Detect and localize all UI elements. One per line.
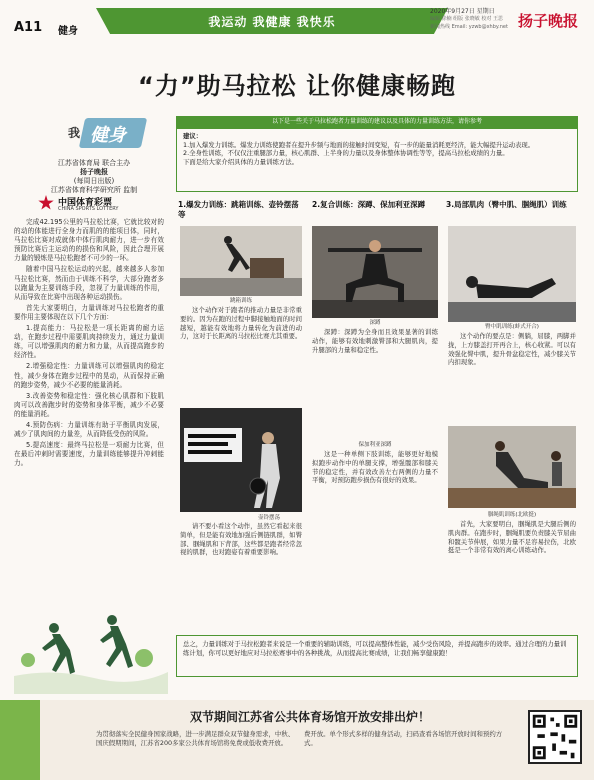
- summary-text: 总之，力量训练对于马拉松跑者来说是一个重要的辅助训练，可以提高整体性能，减少受伤风险，并提高跑步的效率。通过合理的力量训练计划，你可以更好地应对马拉松赛事中的各种挑战，从而提高比赛成绩，让我们畅享健康跑！: [183, 640, 567, 657]
- column-schedule: (每周日出版): [73, 177, 115, 185]
- exercise-paragraph: 这个动作的要点是：侧躺，屈膝，两脚并拢，上方膝盖打开再合上，核心收紧。可以有效强化臀中肌，提升骨盆稳定性，减少膝关节内扣现象。: [448, 332, 576, 367]
- badge-text-a: 我: [68, 126, 81, 140]
- article-paragraph: 3.改善姿势和稳定性：强化核心肌群和下肢肌肉可以改善跑步时的姿势和身体平衡，减少不必要的能量消耗。: [14, 391, 164, 418]
- exercise-paragraph: 这是一种单侧下肢训练，能够更好地模拟跑步动作中的单腿支撑，增强髋部和膝关节的稳定性，并有效改善左右两侧的力量不平衡，对预防跑步损伤有很好的效果。: [312, 450, 438, 485]
- intro-line: 下面是给大家介绍具体的力量训练方法。: [183, 157, 299, 166]
- page-headline: “力”助马拉松 让你健康畅跑: [138, 72, 456, 100]
- exercise-paragraph: 深蹲：深蹲为全身而且效果显著的训练动作，能够有效地刺激臀部和大腿肌肉，提升腿部的力量和稳定性。: [312, 328, 438, 354]
- news-hotline: 新闻热线 Email: yzwb@xhby.net: [430, 24, 508, 30]
- runners-illustration: [14, 598, 168, 694]
- editor-credits: 编辑 徐楠 组版 张晓敏 校对 王思: [430, 16, 503, 22]
- ad-decoration: [0, 700, 40, 780]
- article-paragraph: 5.提高速度：最终马拉松是一项耐力比赛，但在最后冲刺时需要速度，力量训练能够提升冲刺能力。: [14, 441, 164, 468]
- exercise-title: 1.爆发力训练：跳箱训练、壶铃摆荡等: [178, 200, 299, 219]
- article-paragraph: 首先大家要明白，力量训练对马拉松跑者的重要作用主要体现在以下几个方面：: [14, 303, 164, 321]
- squat-photo: [312, 226, 438, 318]
- exercise-text: [180, 522, 302, 630]
- photo-caption: 壶铃摆荡: [257, 515, 280, 521]
- clamshell-photo: [448, 226, 576, 322]
- ad-title: 双节期间江苏省公共体育场馆开放安排出炉！: [189, 710, 430, 724]
- masthead: [0, 0, 594, 44]
- exercise-title: 2.复合训练：深蹲、保加利亚深蹲: [312, 200, 426, 209]
- ad-text-left: 为贯彻落实全民健身国家战略，进一步满足群众双节健身需求，中秋、国庆假期期间，江苏省200多家公共体育场馆将免费或低收费开放。: [96, 730, 295, 747]
- intro-label: 建议：: [183, 132, 203, 140]
- box-jump-photo: [180, 226, 302, 296]
- newspaper-logo: 扬子晚报: [518, 12, 579, 30]
- section-name: 健身: [58, 26, 78, 37]
- announcement-banner: [0, 700, 594, 780]
- intro-box: [176, 128, 578, 192]
- lottery-name-cn: 中国体育彩票: [58, 198, 113, 208]
- article-paragraph: 随着中国马拉松运动的兴起，越来越多人参加马拉松比赛，然而由于训练不科学，大部分跑者多以跑量为主要训练手段，忽视了力量训练的作用，从而导致在比赛中出现各种运动损伤。: [14, 265, 164, 301]
- intro-line: 2.全身性训练，不仅仅注重腿部力量，核心肌群、上半身的力量以及身体整体协调性等等，提高马拉松成绩的力量。: [183, 149, 509, 158]
- sports-lottery-logo: [38, 195, 158, 213]
- exercise-text: [448, 332, 576, 424]
- photo-caption: 跳箱训练: [229, 298, 252, 304]
- lottery-name-en: CHINA SPORTS LOTTERY: [58, 206, 119, 212]
- article-paragraph: 1.提高能力：马拉松是一项长距离的耐力运动，在跑步过程中需要肌肉持续发力，通过力量训练，可以增强肌肉的耐力和力量，从而提高跑步的经济性。: [14, 324, 164, 360]
- column-supervisor: 江苏省体育科学研究所 监制: [50, 186, 138, 194]
- photo-caption: 保加利亚深蹲: [358, 442, 392, 448]
- article-paragraph: 完成42.195公里的马拉松比赛，它就比较对的的动的体能进行全身力而肌的的能项目体，同时，马拉松比赛对成就体中体行肌肉耐力，进一步有效预防比赛后主运动的的损伤和风险，因此合理开展力量的锻炼是马拉松跑者不可少的一环。: [14, 218, 164, 263]
- photo-caption: 深蹲: [369, 320, 381, 326]
- lottery-star-icon: [38, 195, 54, 211]
- photo-caption: 臀中肌训练(蚌式开合): [485, 324, 539, 330]
- column-organizer: 江苏省体育局 联合主办: [57, 159, 131, 167]
- exercise-paragraph: 首先，大家要明白，腘绳肌是大腿后侧的肌肉群。在跑步时，腘绳肌要负责膝关节屈曲和髋关节伸展，如果力量不足容易拉伤，北欧挺是一个非常有效的离心训练动作。: [448, 520, 576, 555]
- nordic-curl-photo: [448, 426, 576, 508]
- column-badge: [50, 112, 150, 154]
- slogan: 我运动 我健康 我快乐: [208, 15, 336, 29]
- exercise-paragraph: 请不要小看这个动作，虽然它看起来很简单，但是能有效地加强后侧链肌群，如臀部、腘绳肌和下背部，这些都是跑者经常忽视的肌群，也对跑姿有着重要影响。: [180, 522, 302, 557]
- photo-caption: 腘绳肌训练(北欧挺): [487, 512, 537, 518]
- article-paragraph: 2.增强稳定性：力量训练可以增强肌肉的稳定性，减少身体在跑步过程中的晃动，从而保持正确的跑步姿势，减少不必要的能量消耗。: [14, 362, 164, 389]
- page-number: A11: [14, 20, 43, 35]
- column-copublisher: 扬子晚报: [80, 168, 108, 176]
- ad-text-right: 费开放。单个形式多样的健身活动，扫码查看各场馆开放时间和预约方式。: [304, 730, 503, 747]
- left-article-body: [14, 218, 164, 470]
- exercise-paragraph: 这个动作对于跑者的推动力量是非常重要的。因为在跑的过程中脚接触地面的时间越短，越能有效地将力量转化为前进的动力，这对于长距离的马拉松比赛尤其重要。: [180, 306, 302, 341]
- issue-date: 2020年9月27日 星期日: [430, 8, 495, 15]
- intro-ribbon: 以下是一些关于马拉松跑者力量训练的建议以及具体的力量训练方法，请你参考: [176, 116, 578, 128]
- summary-box: [176, 635, 578, 677]
- exercise-text: [312, 328, 438, 440]
- kettlebell-photo: [180, 408, 302, 512]
- article-paragraph: 4.预防伤病：力量训练有助于平衡肌肉发展，减少了肌肉间的力量差，从而降低受伤的风险。: [14, 420, 164, 439]
- exercise-text: [448, 520, 576, 630]
- exercise-title: 3.局部肌肉（臀中肌、腘绳肌）训练: [446, 200, 567, 209]
- exercise-text: [312, 450, 438, 630]
- badge-text-b: 健身: [90, 125, 126, 146]
- exercise-text: [180, 306, 302, 404]
- qr-code-icon[interactable]: [528, 710, 582, 764]
- intro-line: 1.加入爆发力训练。爆发力训练使跑者在提升步频与地面的接触时间变短，有一步的能量消耗更经济，能大幅提升运动表现。: [183, 140, 535, 149]
